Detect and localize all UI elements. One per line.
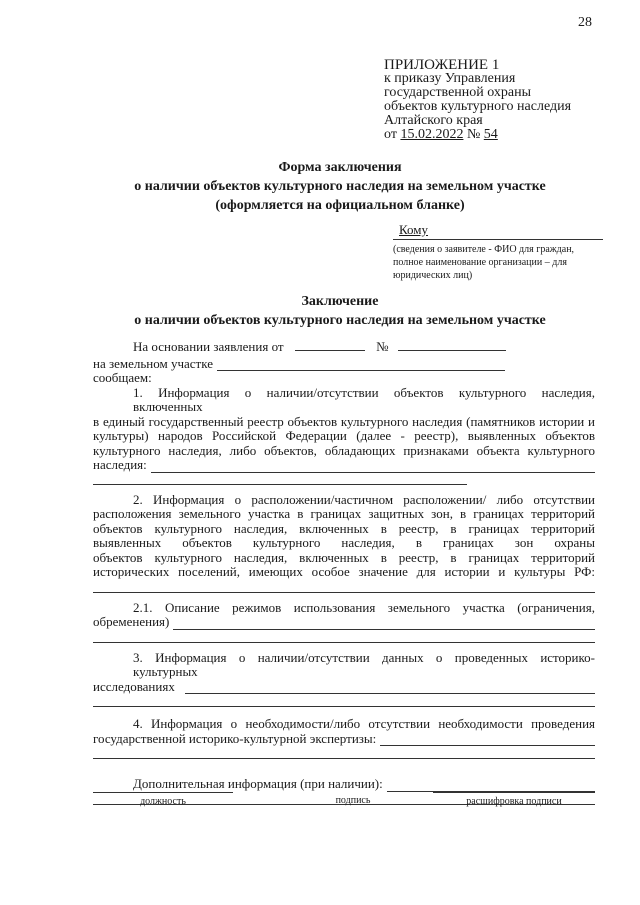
p4-last-line — [93, 732, 595, 747]
p4-field[interactable] — [380, 734, 595, 746]
appendix-line: государственной охраны — [384, 85, 532, 100]
p1-line: 1. Информация о наличии/отсутствии объектов культурного наследия, включенных — [133, 384, 595, 414]
decode-caption: расшифровка подписи — [466, 796, 562, 807]
decode-column — [433, 780, 595, 807]
p21-last-line — [93, 615, 595, 630]
p21-field[interactable] — [173, 618, 595, 630]
p3-line: 3. Информация о наличии/отсутствии данных о проведенных историко-культурных — [133, 649, 595, 679]
p2-line: расположения земельного участка в границах защитных зон, в границах территорий — [93, 506, 595, 521]
sign-caption: подпись — [335, 795, 371, 806]
appendix-block — [384, 58, 624, 142]
date-prefix: от — [384, 127, 397, 142]
form-title-line: Форма заключения — [278, 160, 402, 175]
p1-line: культуры) народов Российской Федерации (далее - реестр), выявленных объектов — [93, 428, 595, 443]
p2-line: 2. Информация о расположении/частичном расположении/ либо отсутствии — [133, 491, 595, 507]
p3-field[interactable] — [185, 682, 595, 694]
addressee-note-line: полное наименование организации – для — [393, 257, 567, 268]
p4-line: 4. Информация о необходимости/либо отсутствии необходимости проведения — [133, 716, 595, 731]
p3-line: исследованиях — [93, 678, 175, 694]
p1-line: наследия: — [93, 457, 147, 472]
p1-field-line — [93, 473, 595, 485]
form-title-line: (оформляется на официальном бланке) — [215, 198, 465, 213]
appendix-title: ПРИЛОЖЕНИЕ 1 — [384, 57, 500, 73]
conclusion-title — [60, 292, 620, 330]
appendix-date-line — [384, 128, 624, 142]
conclusion-title-line: о наличии объектов культурного наследия на земельном участке — [134, 313, 546, 328]
p2-field[interactable] — [93, 580, 595, 593]
sign-column — [293, 780, 413, 806]
form-title — [60, 158, 620, 215]
p3-last-line — [93, 680, 595, 695]
additional-label: Дополнительная информация (при наличии): — [133, 776, 383, 791]
land-plot-label: на земельном участке — [93, 355, 214, 371]
p1-field[interactable] — [151, 461, 595, 473]
order-date: 15.02.2022 — [400, 127, 464, 142]
p2-line: исторических поселений, имеющих особое значение для истории и культуры РФ: — [93, 564, 595, 579]
p21-line: обременения) — [93, 614, 170, 629]
p1-line: в единый государственный реестр объектов культурного наследия (памятников истории и — [93, 413, 595, 429]
appendix-line: объектов культурного наследия — [384, 99, 572, 114]
number-sign: № — [466, 127, 481, 142]
addressee-note — [393, 243, 603, 282]
p2-line: объектов культурного наследия, включенных в реестр, в границах территорий — [93, 549, 595, 565]
addressee-block — [393, 222, 603, 282]
p1-last-line — [93, 458, 595, 473]
conclusion-body — [93, 340, 595, 807]
addressee-label: Кому — [399, 222, 429, 237]
number-sign: № — [376, 339, 389, 354]
conclusion-title-line: Заключение — [301, 294, 379, 309]
sign-field[interactable] — [293, 780, 413, 792]
decode-field[interactable] — [433, 780, 595, 793]
p21-field-2[interactable] — [93, 630, 595, 643]
p2-line: объектов культурного наследия, включенных в реестр, в границах территорий — [93, 520, 595, 536]
page-number: 28 — [578, 15, 592, 30]
position-column — [93, 780, 233, 807]
intro-report: сообщаем: — [93, 370, 152, 385]
p21-line: 2.1. Описание режимов использования земельного участка (ограничения, — [133, 599, 595, 615]
p1-field-2[interactable] — [93, 473, 467, 485]
position-caption: должность — [140, 796, 186, 807]
addressee-note-line: (сведения о заявителе - ФИО для граждан, — [393, 244, 575, 255]
intro-line — [93, 340, 595, 355]
application-number-field[interactable] — [398, 340, 506, 351]
p2-line: выявленных объектов культурного наследия, в границах зон охраны — [93, 535, 595, 550]
intro-text: На основании заявления от — [133, 339, 284, 354]
p3-field-2[interactable] — [93, 694, 595, 707]
signature-block — [93, 780, 595, 820]
application-date-field[interactable] — [295, 340, 365, 351]
addressee-field[interactable] — [393, 222, 603, 240]
order-number: 54 — [483, 127, 498, 142]
form-title-line: о наличии объектов культурного наследия на земельном участке — [134, 179, 546, 194]
land-plot-field[interactable] — [217, 359, 505, 371]
p4-field-2[interactable] — [93, 746, 595, 759]
addressee-note-line: юридических лиц) — [393, 270, 473, 281]
p4-line: государственной историко-культурной экспертизы: — [93, 730, 377, 746]
p1-line: культурного наследия, либо объектов, обладающих признаками объекта культурного — [93, 442, 595, 458]
position-field[interactable] — [93, 780, 233, 793]
land-plot-line — [93, 357, 595, 372]
appendix-line: к приказу Управления — [384, 71, 516, 86]
appendix-line: Алтайского края — [384, 113, 483, 128]
